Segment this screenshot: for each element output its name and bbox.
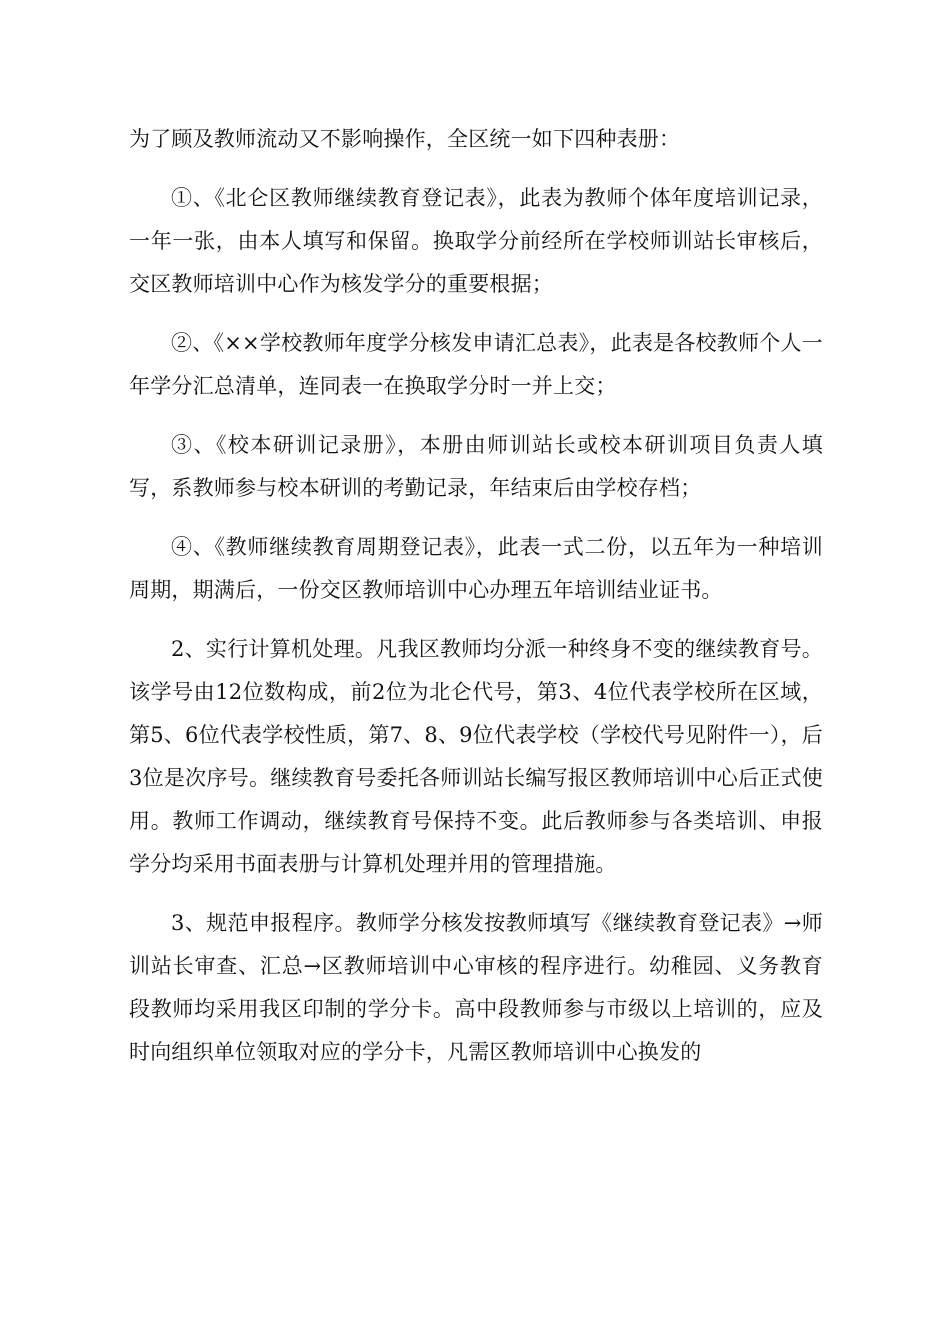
paragraph-application-procedure: 3、规范申报程序。教师学分核发按教师填写《继续教育登记表》→师训站长审查、汇总→区教师培训中心审核的程序进行。幼稚园、义务教育段教师均采用我区印制的学分卡。高中段教师参与市级以上培训的，应及时向组织单位领取对应的学分卡，凡需区教师培训中心换发的 (129, 911, 823, 1064)
paragraph-computer-processing: 2、实行计算机处理。凡我区教师均分派一种终身不变的继续教育号。该学号由12位数构成，前2位为北仑代号，第3、4位代表学校所在区域，第5、6位代表学校性质，第7、8、9位代表学校（学校代号见附件一），后3位是次序号。继续教育号委托各师训站长编写报区教师培训中心后正式使用。教师工作调动，继续教育号保持不变。此后教师参与各类培训、申报学分均采用书面表册与计算机处理并用的管理措施。 (129, 637, 823, 876)
paragraph-form-2: ②、《××学校教师年度学分核发申请汇总表》，此表是各校教师个人一年学分汇总清单，连同表一在换取学分时一并上交； (129, 331, 823, 398)
paragraph-form-1: ①、《北仑区教师继续教育登记表》，此表为教师个体年度培训记录，一年一张，由本人填写和保留。换取学分前经所在学校师训站长审核后，交区教师培训中心作为核发学分的重要根据； (129, 186, 823, 296)
paragraph-form-4: ④、《教师继续教育周期登记表》，此表一式二份，以五年为一种培训周期，期满后，一份交区教师培训中心办理五年培训结业证书。 (129, 535, 823, 602)
paragraph-intro: 为了顾及教师流动又不影响操作，全区统一如下四种表册： (129, 127, 681, 151)
document-body (129, 118, 823, 1074)
paragraph-form-3: ③、《校本研训记录册》，本册由师训站长或校本研训项目负责人填写，系教师参与校本研训的考勤记录，年结束后由学校存档； (129, 433, 823, 500)
